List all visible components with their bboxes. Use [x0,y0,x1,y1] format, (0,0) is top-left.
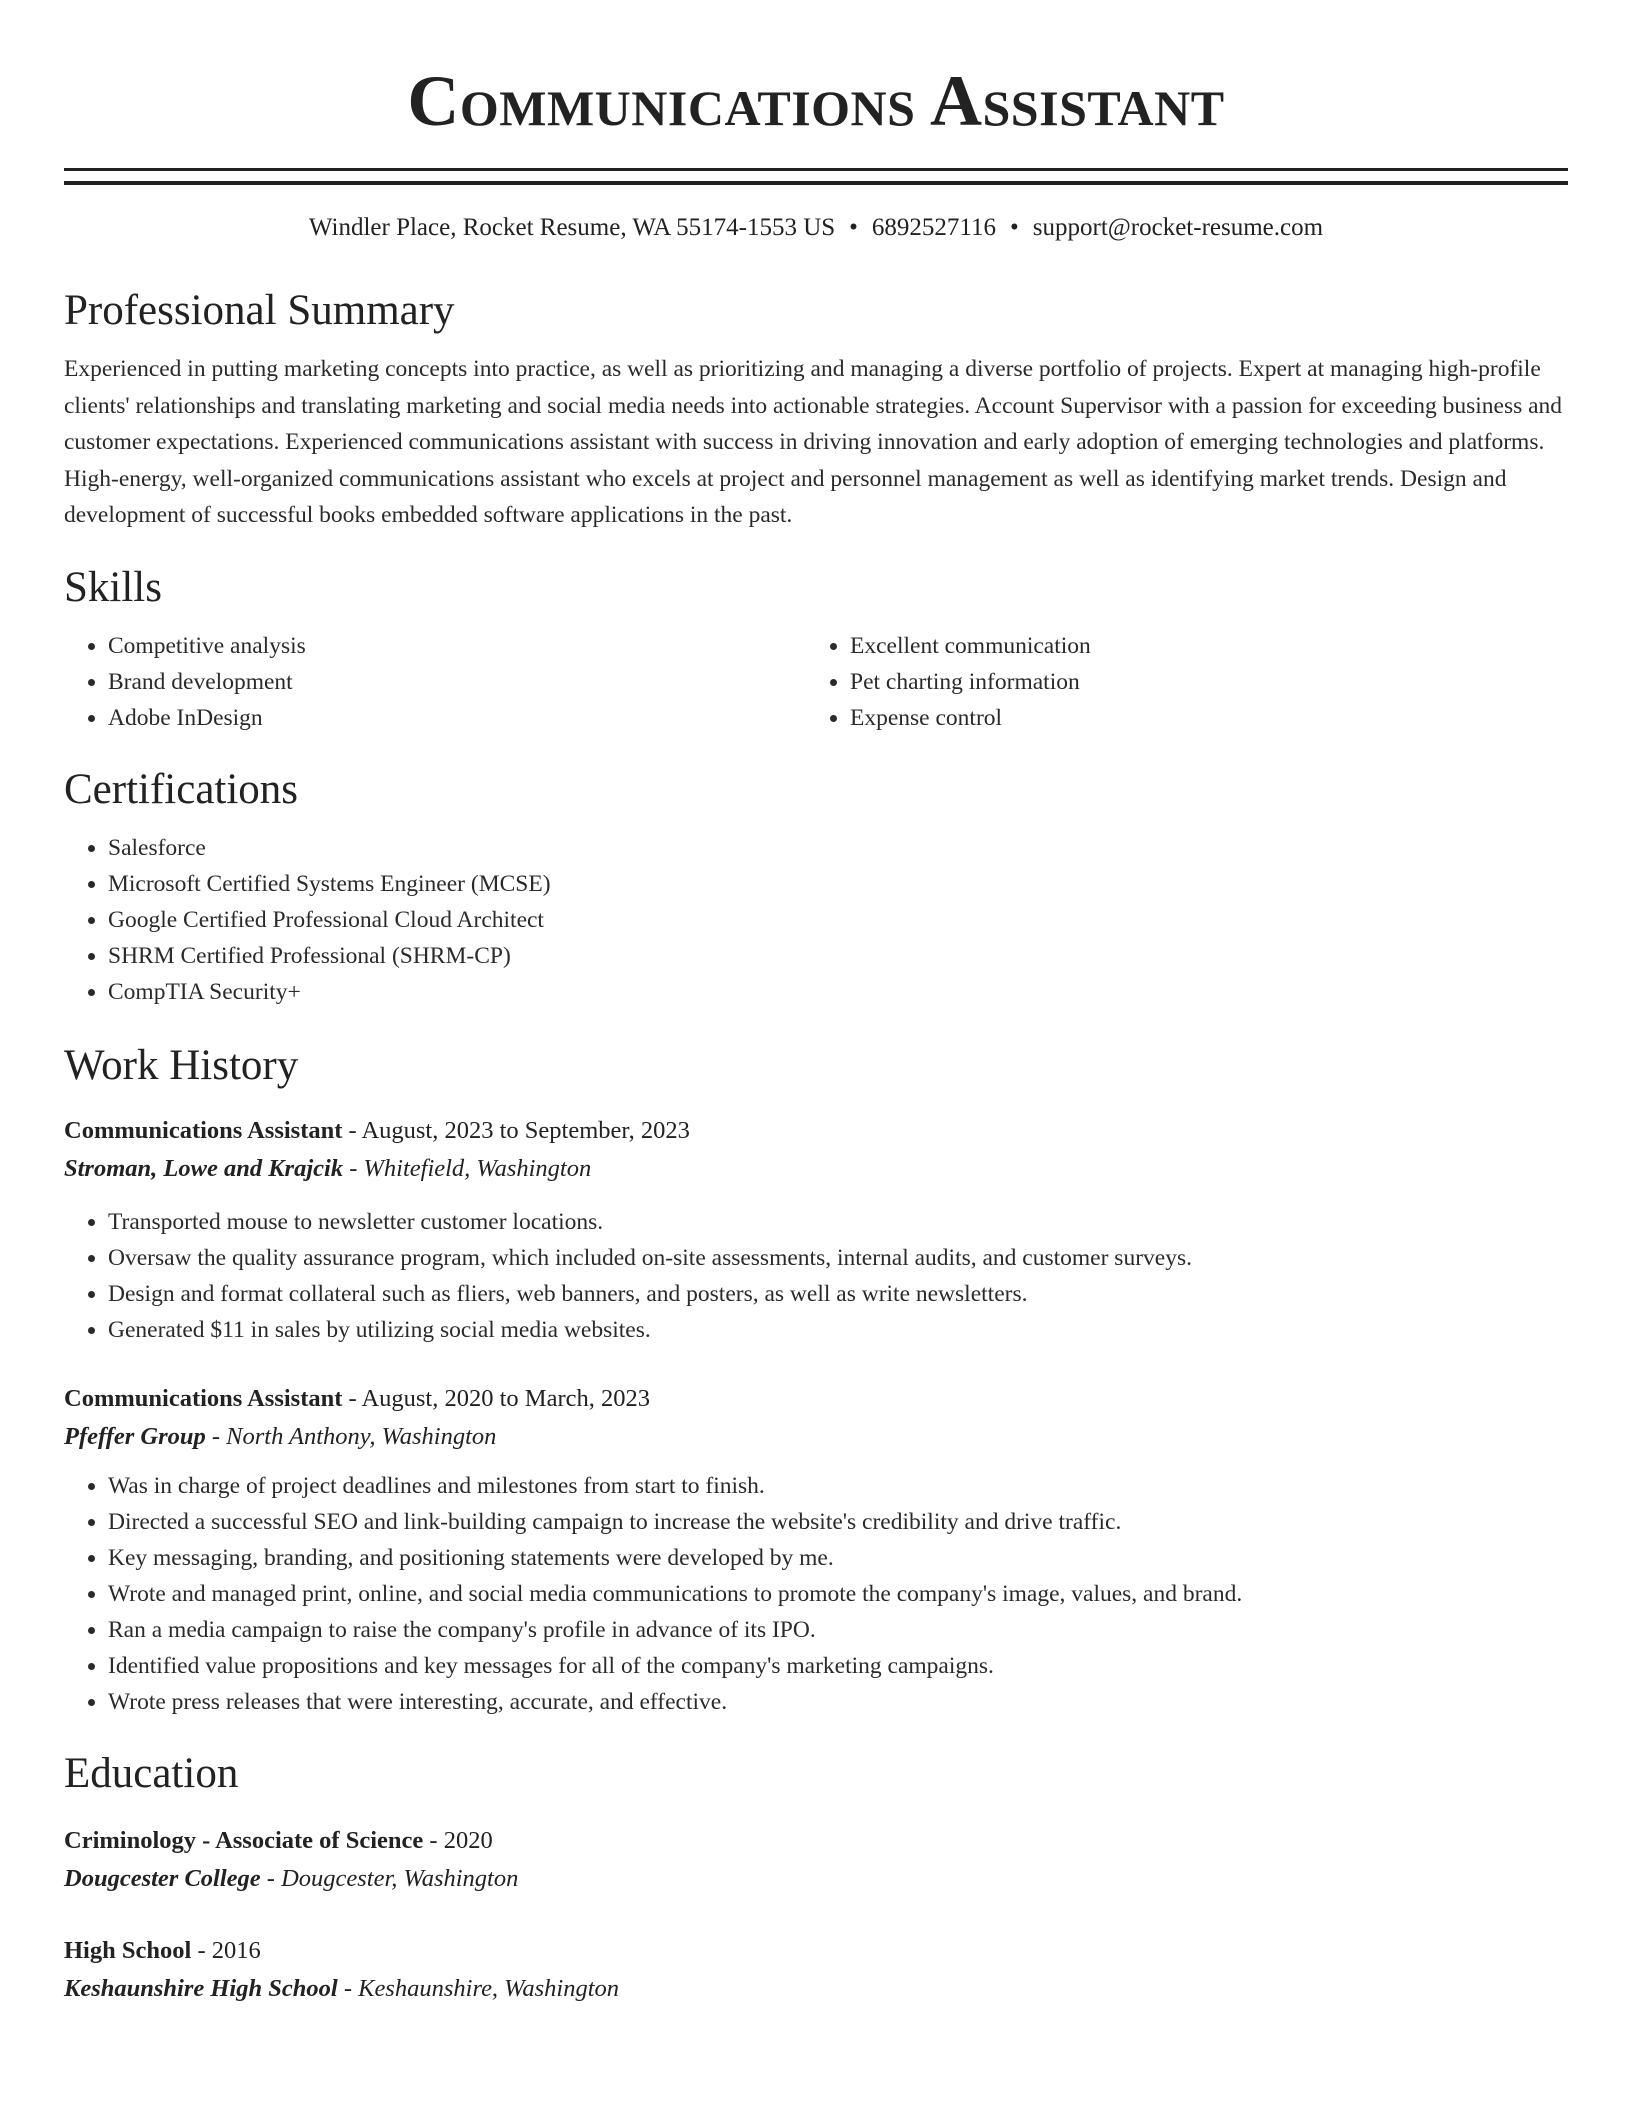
job-bullets [64,1204,1568,1348]
degree-year: - 2016 [191,1936,261,1964]
skill-item: • Excellent communication [850,628,1548,664]
contact-line [64,213,1568,243]
job-bullet: • Design and format collateral such as fliers, web banners, and posters, as well as write newsletters. [108,1276,1568,1312]
education-heading: Education [64,1749,239,1797]
certifications-heading: Certifications [64,765,299,813]
job-title: Communications Assistant [64,1116,343,1144]
skills-heading: Skills [64,563,162,611]
school-location: - Dougcester, Washington [260,1864,519,1892]
contact-separator: • [849,214,858,241]
skill-item: • Brand development [108,664,806,700]
skills-list-left [64,628,806,736]
school: Dougcester College [64,1864,261,1892]
work-entry [64,1380,1568,1720]
job-dates: - August, 2023 to September, 2023 [342,1116,690,1144]
job-company-line [64,1418,1568,1456]
job-title-line [64,1380,1568,1418]
degree: High School [64,1936,192,1964]
certification-item: • CompTIA Security+ [108,974,1568,1010]
job-bullet: • Ran a media campaign to raise the company's profile in advance of its IPO. [108,1612,1568,1648]
certification-item: • Microsoft Certified Systems Engineer (MCSE) [108,866,1568,902]
skills-column-right [806,628,1548,736]
degree: Criminology - Associate of Science [64,1826,424,1854]
education-entry [64,1932,1568,2008]
job-company: Pfeffer Group [64,1422,206,1450]
skill-item: • Competitive analysis [108,628,806,664]
job-title: Communications Assistant [64,1384,343,1412]
skills-list-right [806,628,1548,736]
summary-text: Experienced in putting marketing concepts into practice, as well as prioritizing and managing a diverse portfolio of projects. Expert at managing high-profile clients' relationships and translating marketing and social media needs into actionable strategies. Account Supervisor with a passion for exceeding business and customer expectations. Experienced communications assistant with success in driving innovation and early adoption of emerging technologies and platforms. High-energy, well-organized communications assistant who excels at project and personnel management as well as identifying market trends. Design and development of successful books embedded software applications in the past. [64,356,1563,528]
contact-phone: 6892527116 [871,214,996,241]
job-bullet: • Oversaw the quality assurance program, which included on-site assessments, internal audits, and customer surveys. [108,1240,1568,1276]
job-bullet: • Wrote press releases that were interesting, accurate, and effective. [108,1684,1568,1720]
summary-heading: Professional Summary [64,287,455,334]
certification-item: • Google Certified Professional Cloud Architect [108,902,1568,938]
job-company: Stroman, Lowe and Krajcik [64,1154,344,1182]
job-bullet: • Generated $11 in sales by utilizing social media websites. [108,1312,1568,1348]
school: Keshaunshire High School [64,1974,338,2002]
resume-title: Communications Assistant [407,61,1225,141]
job-location: - North Anthony, Washington [205,1422,497,1450]
job-bullet: • Key messaging, branding, and positioning statements were developed by me. [108,1540,1568,1576]
contact-address: Windler Place, Rocket Resume, WA 55174-1553 US [308,214,836,241]
job-bullet: • Transported mouse to newsletter customer locations. [108,1204,1568,1240]
degree-year: - 2020 [423,1826,493,1854]
contact-separator: • [1010,214,1019,241]
certification-item: • Salesforce [108,830,1568,866]
certification-item: • SHRM Certified Professional (SHRM-CP) [108,938,1568,974]
school-line [64,1970,1568,2008]
job-bullet: • Was in charge of project deadlines and milestones from start to finish. [108,1468,1568,1504]
degree-line [64,1822,1568,1860]
work-history-heading: Work History [64,1041,299,1089]
degree-line [64,1932,1568,1970]
job-bullet: • Wrote and managed print, online, and social media communications to promote the company's image, values, and brand. [108,1576,1568,1612]
job-bullet: • Identified value propositions and key messages for all of the company's marketing campaigns. [108,1648,1568,1684]
skills-grid [64,628,1568,736]
job-bullets [64,1468,1568,1720]
job-dates: - August, 2020 to March, 2023 [342,1384,650,1412]
job-company-line [64,1150,1568,1188]
school-line [64,1860,1568,1898]
job-bullet: • Directed a successful SEO and link-building campaign to increase the website's credibility and drive traffic. [108,1504,1568,1540]
skills-column-left [64,628,806,736]
contact-email[interactable]: support@rocket-resume.com [1032,214,1324,241]
skill-item: • Pet charting information [850,664,1548,700]
skill-item: • Expense control [850,700,1548,736]
school-location: - Keshaunshire, Washington [337,1974,619,2002]
education-entry [64,1822,1568,1898]
certifications-list [64,830,1568,1010]
work-entry [64,1112,1568,1348]
job-location: - Whitefield, Washington [343,1154,592,1182]
job-title-line [64,1112,1568,1150]
skill-item: • Adobe InDesign [108,700,806,736]
title-divider [64,168,1568,185]
